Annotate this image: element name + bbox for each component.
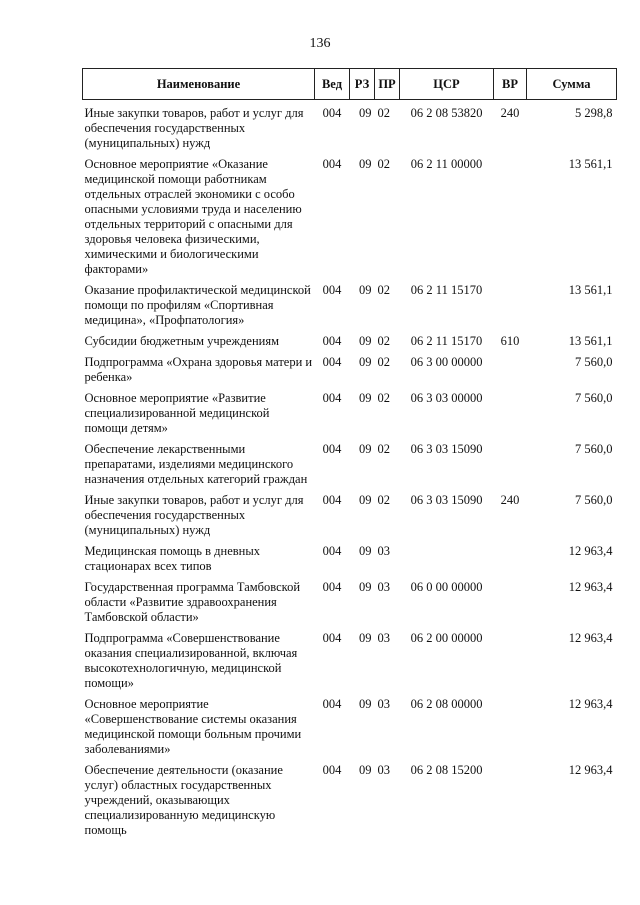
cell-vr [494,442,527,493]
table-row [83,391,617,442]
cell-name: Основное мероприятие «Оказание медицинской помощи работникам отдельных отраслей экономики с особо опасными условиями труда и населению отдельных территорий с опасными для здоровья человека физическими, химическими и биологическими факторами» [84,157,302,276]
cell-sum: 7 560,0 [575,391,613,405]
cell-pr: 03 [377,580,390,594]
cell-csr: 06 2 08 53820 [410,106,483,120]
cell-sum: 12 963,4 [568,631,613,645]
header-sum: Сумма [527,69,617,100]
cell-pr: 02 [377,355,390,369]
cell-ved: 004 [322,442,342,456]
cell-sum: 12 963,4 [568,580,613,594]
cell-csr: 06 2 08 00000 [410,697,483,711]
cell-pr: 03 [377,697,390,711]
cell-ved: 004 [322,106,342,120]
budget-table-container [82,68,616,844]
cell-pr: 02 [377,157,390,171]
cell-ved: 004 [322,283,342,297]
header-row [83,69,617,100]
cell-name: Обеспечение деятельности (оказание услуг) областных государственных учреждений, оказывающих специализированную медицинскую помощь [84,763,283,837]
cell-sum: 7 560,0 [575,442,613,456]
cell-vr: 610 [500,334,520,348]
cell-rz: 09 [359,493,372,507]
cell-csr: 06 2 00 00000 [410,631,483,645]
cell-name: Основное мероприятие «Совершенствование системы оказания медицинской помощи больным прочими заболеваниями» [84,697,302,756]
cell-vr: 240 [500,493,520,507]
table-row [83,355,617,391]
cell-sum: 12 963,4 [568,763,613,777]
cell-vr: 240 [500,106,520,120]
cell-sum: 13 561,1 [568,283,613,297]
cell-pr: 02 [377,334,390,348]
cell-csr: 06 3 03 00000 [410,391,483,405]
cell-ved: 004 [322,334,342,348]
page-number: 136 [309,36,331,51]
cell-name: Основное мероприятие «Развитие специализированной медицинской помощи детям» [84,391,270,435]
cell-vr [494,697,527,763]
cell-rz: 09 [359,106,372,120]
cell-ved: 004 [322,157,342,171]
cell-pr: 02 [377,493,390,507]
cell-vr [494,544,527,580]
table-row [83,580,617,631]
table-row [83,763,617,844]
cell-csr: 06 2 11 00000 [410,157,483,171]
cell-csr [400,544,494,580]
cell-rz: 09 [359,355,372,369]
cell-vr [494,283,527,334]
cell-pr: 02 [377,442,390,456]
cell-pr: 03 [377,544,390,558]
cell-ved: 004 [322,544,342,558]
cell-sum: 12 963,4 [568,697,613,711]
cell-csr: 06 3 00 00000 [410,355,483,369]
cell-rz: 09 [359,157,372,171]
header-pr: ПР [375,69,400,100]
cell-ved: 004 [322,763,342,777]
table-row [83,442,617,493]
cell-csr: 06 2 11 15170 [410,334,483,348]
cell-csr: 06 3 03 15090 [410,442,483,456]
cell-name: Подпрограмма «Охрана здоровья матери и ребенка» [84,355,313,384]
cell-rz: 09 [359,631,372,645]
cell-vr [494,157,527,283]
cell-vr [494,763,527,844]
table-row [83,283,617,334]
table-row [83,631,617,697]
table-row [83,334,617,355]
cell-sum: 13 561,1 [568,157,613,171]
table-body [83,100,617,845]
cell-sum: 13 561,1 [568,334,613,348]
cell-ved: 004 [322,355,342,369]
cell-vr [494,355,527,391]
cell-ved: 004 [322,391,342,405]
cell-name: Иные закупки товаров, работ и услуг для обеспечения государственных (муниципальных) нужд [84,106,304,150]
cell-pr: 03 [377,631,390,645]
cell-rz: 09 [359,334,372,348]
cell-sum: 7 560,0 [575,493,613,507]
header-ved: Вед [315,69,350,100]
cell-pr: 02 [377,283,390,297]
cell-sum: 5 298,8 [575,106,613,120]
cell-csr: 06 0 00 00000 [410,580,483,594]
header-vr: ВР [494,69,527,100]
cell-pr: 03 [377,763,390,777]
cell-sum: 7 560,0 [575,355,613,369]
cell-ved: 004 [322,631,342,645]
cell-csr: 06 2 08 15200 [410,763,483,777]
cell-rz: 09 [359,697,372,711]
cell-name: Медицинская помощь в дневных стационарах всех типов [84,544,260,573]
cell-name: Государственная программа Тамбовской области «Развитие здравоохранения Тамбовской области» [84,580,301,624]
cell-vr [494,580,527,631]
table-row [83,544,617,580]
cell-name: Подпрограмма «Совершенствование оказания специализированной, включая высокотехнологичную, медицинской помощи» [84,631,298,690]
table-row [83,697,617,763]
cell-rz: 09 [359,442,372,456]
budget-table [82,68,617,844]
header-csr: ЦСР [400,69,494,100]
cell-ved: 004 [322,697,342,711]
table-row [83,493,617,544]
cell-name: Иные закупки товаров, работ и услуг для обеспечения государственных (муниципальных) нужд [84,493,304,537]
cell-rz: 09 [359,283,372,297]
cell-sum: 12 963,4 [568,544,613,558]
cell-rz: 09 [359,391,372,405]
cell-csr: 06 3 03 15090 [410,493,483,507]
table-row [83,100,617,158]
cell-vr [494,631,527,697]
cell-rz: 09 [359,580,372,594]
cell-pr: 02 [377,391,390,405]
cell-pr: 02 [377,106,390,120]
cell-csr: 06 2 11 15170 [410,283,483,297]
cell-name: Обеспечение лекарственными препаратами, изделиями медицинского назначения отдельных категорий граждан [84,442,308,486]
cell-name: Субсидии бюджетным учреждениям [84,334,280,348]
header-name: Наименование [83,69,315,100]
header-rz: РЗ [350,69,375,100]
cell-ved: 004 [322,493,342,507]
cell-name: Оказание профилактической медицинской помощи по профилям «Спортивная медицина», «Профпатология» [84,283,311,327]
table-header [83,69,617,100]
cell-ved: 004 [322,580,342,594]
cell-rz: 09 [359,544,372,558]
cell-vr [494,391,527,442]
table-row [83,157,617,283]
cell-rz: 09 [359,763,372,777]
